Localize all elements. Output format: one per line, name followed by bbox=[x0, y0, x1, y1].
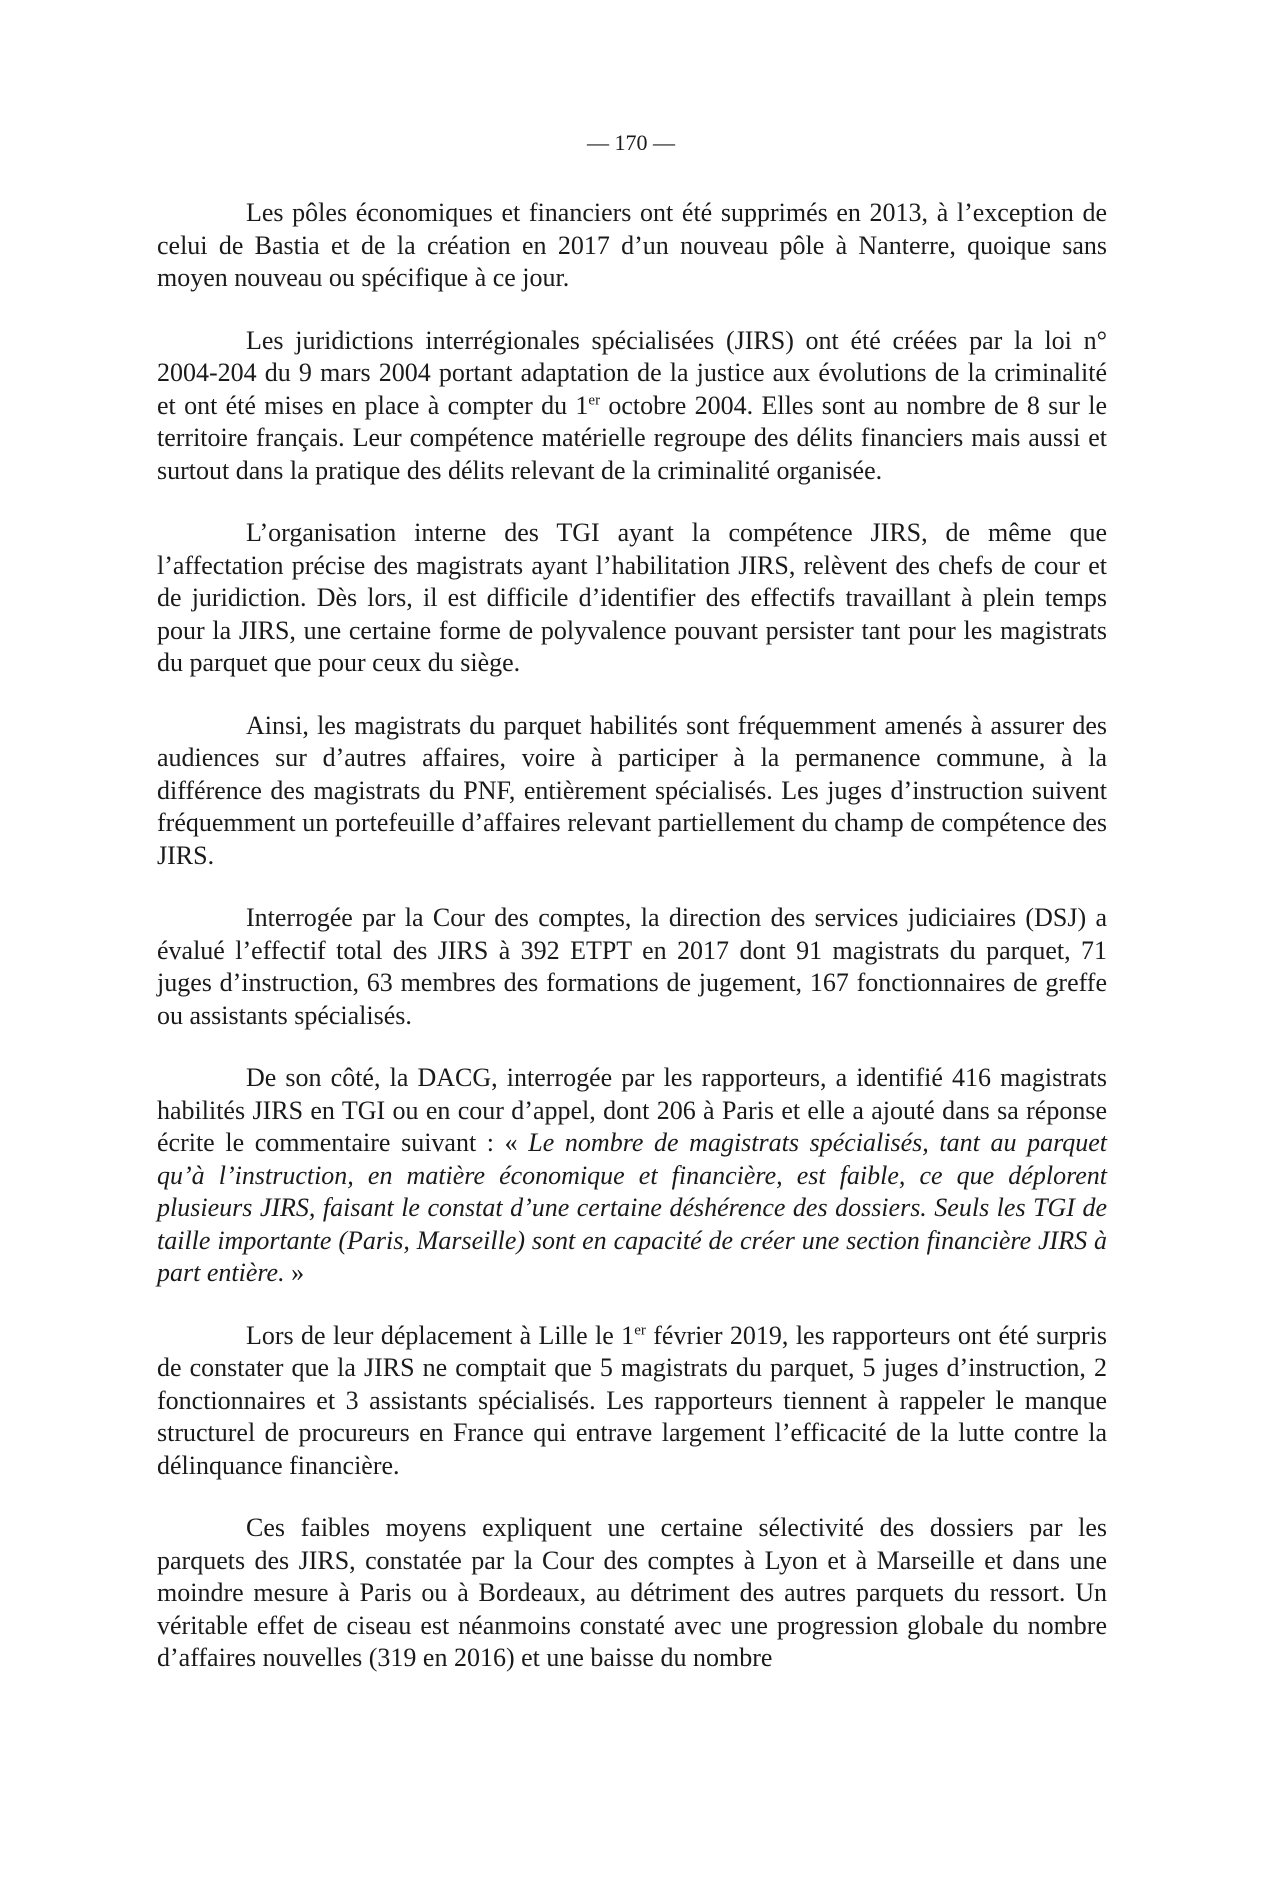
paragraph-text: Interrogée par la Cour des comptes, la direction des services judiciaires (DSJ) a évalué l’effectif total des JIRS à 392 ETPT en 2017 dont 91 magistrats du parquet, 71 juges d’instruction, 63 membres des formations de jugement, 167 fonctionnaires de greffe ou assistants spécialisés. bbox=[157, 903, 1107, 1030]
paragraph-cour-des-comptes bbox=[157, 902, 1107, 1032]
paragraph-text: Lors de leur déplacement à Lille le 1 bbox=[246, 1320, 635, 1350]
quote-close: » bbox=[284, 1258, 305, 1287]
paragraph-text: De son côté, la DACG, interrogée par les rapporteurs, a identifié 416 magistrats habilités JIRS en TGI ou en cour d’appel, dont 206 à Paris et elle a ajouté dans sa réponse écrite le commentaire suivant : « bbox=[157, 1063, 1107, 1157]
paragraph-text: Ces faibles moyens expliquent une certaine sélectivité des dossiers par les parquets des JIRS, constatée par la Cour des comptes à Lyon et à Marseille et dans une moindre mesure à Paris ou à Bordeaux, au détriment des autres parquets du ressort. Un véritable effet de ciseau est néanmoins constaté avec une progression globale du nombre d’affaires nouvelles (319 en 2016) et une baisse du nombre bbox=[157, 1513, 1107, 1672]
quoted-comment: Le nombre de magistrats spécialisés, tant au parquet qu’à l’instruction, en matière économique et financière, est faible, ce que déplorent plusieurs JIRS, faisant le constat d’une certaine déshérence des dossiers. Seuls les TGI de taille importante (Paris, Marseille) sont en capacité de créer une section financière JIRS à part entière. bbox=[157, 1128, 1108, 1287]
paragraph-jirs-creation bbox=[157, 325, 1107, 488]
paragraph-text: Les juridictions interrégionales spécialisées (JIRS) ont été créées par la loi n° 2004-204 du 9 mars 2004 portant adaptation de la justice aux évolutions de la criminalité et ont été mises en place à compter du 1 bbox=[157, 325, 1107, 420]
page-number: — 170 — bbox=[587, 130, 675, 155]
paragraph-text: Les pôles économiques et financiers ont été supprimés en 2013, à l’exception de celui de Bastia et de la création en 2017 d’un nouveau pôle à Nanterre, quoique sans moyen nouveau ou spécifique à ce jour. bbox=[157, 198, 1107, 292]
paragraph-text: Ainsi, les magistrats du parquet habilités sont fréquemment amenés à assurer des audiences sur d’autres affaires, voire à participer à la permanence commune, à la différence des magistrats du PNF, entièrement spécialisés. Les juges d’instruction suivent fréquemment un portefeuille d’affaires relevant partiellement du champ de compétence des JIRS. bbox=[157, 710, 1107, 870]
paragraph-magistrats-parquet bbox=[157, 710, 1107, 873]
paragraph-text: octobre 2004. Elles sont au nombre de 8 sur le territoire français. Leur compétence matérielle regroupe des délits financiers mais aussi et surtout dans la pratique des délits relevant de la criminalité organisée. bbox=[157, 390, 1108, 485]
body-text bbox=[157, 197, 1107, 1705]
paragraph-text: février 2019, les rapporteurs ont été surpris de constater que la JIRS ne comptait que 5 magistrats du parquet, 5 juges d’instruction, 2 fonctionnaires et 3 assistants spécialisés. Les rapporteurs tiennent à rappeler le manque structurel de procureurs en France qui entrave largement l’efficacité de la lutte contre la délinquance financière. bbox=[157, 1320, 1107, 1480]
paragraph-dacg bbox=[157, 1062, 1107, 1290]
paragraph-poles-economiques bbox=[157, 197, 1107, 295]
superscript-er: er bbox=[588, 391, 601, 408]
paragraph-text: L’organisation interne des TGI ayant la compétence JIRS, de même que l’affectation précise des magistrats ayant l’habilitation JIRS, relèvent des chefs de cour et de juridiction. Dès lors, il est difficile d’identifier des effectifs travaillant à plein temps pour la JIRS, une certaine forme de polyvalence pouvant persister tant pour les magistrats du parquet que pour ceux du siège. bbox=[157, 518, 1107, 677]
paragraph-organisation-interne bbox=[157, 517, 1107, 680]
paragraph-deplacement-lille bbox=[157, 1320, 1107, 1483]
superscript-er: er bbox=[634, 1321, 646, 1338]
paragraph-faibles-moyens bbox=[157, 1512, 1107, 1675]
